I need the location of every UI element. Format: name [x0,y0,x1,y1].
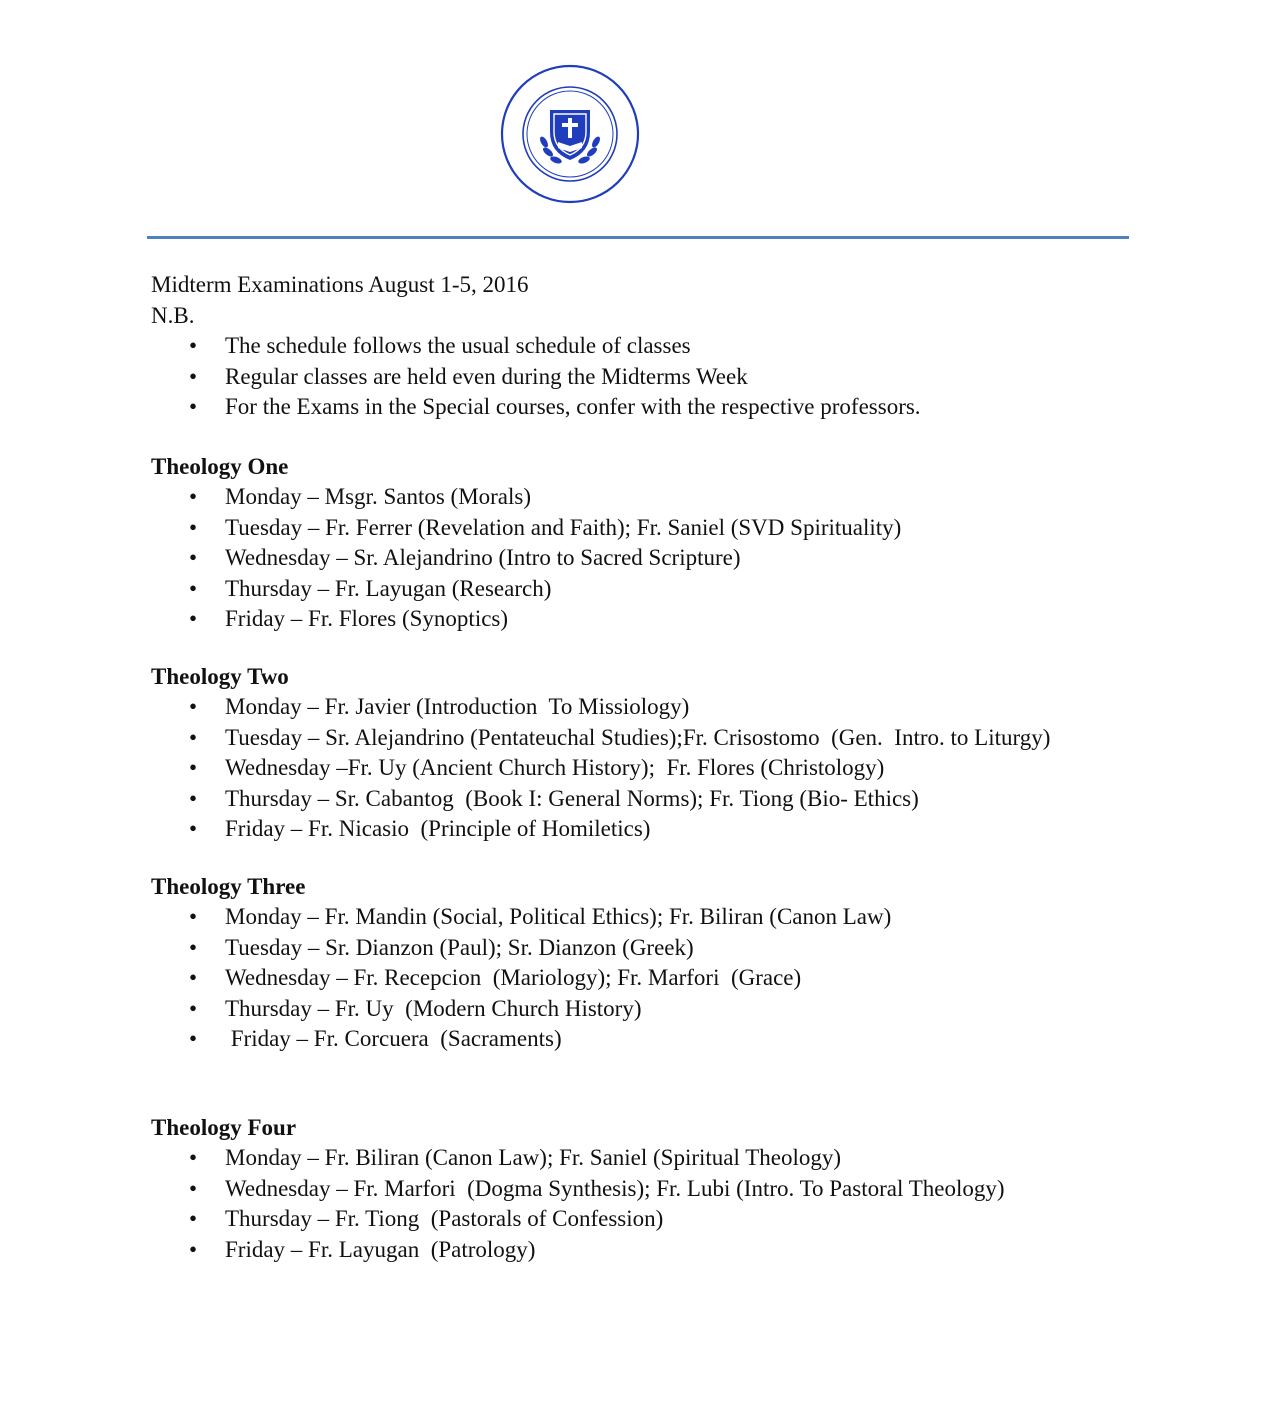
bullet-icon: • [189,995,198,1021]
list-item: • Friday – Fr. Corcuera (Sacraments) [151,1024,1111,1055]
section-heading: Theology One [151,453,289,479]
bullet-icon: • [189,694,198,719]
list-item: • Regular classes are held even during the Midterms Week [151,362,1111,393]
nb-label: N.B. [151,302,195,328]
section-theology-one [151,452,1111,635]
bullet-icon: • [189,1145,198,1170]
seminary-seal-logo [496,60,644,208]
bullet-icon: • [189,965,198,990]
list-item: • Friday – Fr. Flores (Synoptics) [151,604,1111,635]
list-item: • Monday – Fr. Javier (Introduction To Missiology) [151,692,1111,723]
list-item: • Thursday – Sr. Cabantog (Book I: General Norms); Fr. Tiong (Bio- Ethics) [151,784,1111,815]
list-item: • Thursday – Fr. Tiong (Pastorals of Confession) [151,1204,1111,1235]
list-item: • The schedule follows the usual schedule of classes [151,331,1111,362]
bullet-icon: • [189,514,198,540]
bullet-icon: • [189,333,198,358]
section-heading: Theology Three [151,873,306,899]
document-title: Midterm Examinations August 1-5, 2016 [151,272,529,297]
list-item: • Friday – Fr. Nicasio (Principle of Homiletics) [151,814,1111,845]
bullet-icon: • [189,904,198,929]
schedule-list [151,692,1111,845]
header-divider [147,236,1129,239]
notes-list [151,331,1111,423]
list-item: • Monday – Fr. Mandin (Social, Political Ethics); Fr. Biliran (Canon Law) [151,902,1111,933]
bullet-icon: • [189,1236,198,1262]
list-item: • Wednesday – Fr. Recepcion (Mariology); Fr. Marfori (Grace) [151,963,1111,994]
section-heading: Theology Four [151,1114,297,1140]
section-theology-three [151,872,1111,1055]
bullet-icon: • [189,394,198,419]
bullet-icon: • [189,724,198,750]
bullet-icon: • [189,785,198,811]
bullet-icon: • [189,755,198,780]
list-item: • Wednesday – Sr. Alejandrino (Intro to Sacred Scripture) [151,543,1111,574]
document-body [151,270,1111,1265]
bullet-icon: • [189,816,198,841]
bullet-icon: • [189,1026,198,1051]
seal-emblem-icon [496,60,644,208]
list-item: • Monday – Msgr. Santos (Morals) [151,482,1111,513]
list-item: • Tuesday – Sr. Alejandrino (Pentateuchal Studies);Fr. Crisostomo (Gen. Intro. to Liturgy) [151,723,1111,754]
list-item: • Monday – Fr. Biliran (Canon Law); Fr. Saniel (Spiritual Theology) [151,1143,1111,1174]
bullet-icon: • [189,934,198,960]
bullet-icon: • [189,363,198,389]
bullet-icon: • [189,545,198,570]
list-item: • Friday – Fr. Layugan (Patrology) [151,1235,1111,1266]
section-heading: Theology Two [151,663,289,689]
schedule-list [151,902,1111,1055]
bullet-icon: • [189,606,198,631]
section-theology-two [151,662,1111,845]
list-item: • Wednesday – Fr. Marfori (Dogma Synthesis); Fr. Lubi (Intro. To Pastoral Theology) [151,1174,1111,1205]
bullet-icon: • [189,1206,198,1231]
list-item: • Tuesday – Sr. Dianzon (Paul); Sr. Dianzon (Greek) [151,933,1111,964]
list-item: • Tuesday – Fr. Ferrer (Revelation and Faith); Fr. Saniel (SVD Spirituality) [151,513,1111,544]
schedule-list [151,482,1111,635]
list-item: • For the Exams in the Special courses, confer with the respective professors. [151,392,1111,423]
list-item: • Wednesday –Fr. Uy (Ancient Church History); Fr. Flores (Christology) [151,753,1111,784]
bullet-icon: • [189,575,198,601]
bullet-icon: • [189,1175,198,1201]
schedule-list [151,1143,1111,1265]
list-item: • Thursday – Fr. Layugan (Research) [151,574,1111,605]
list-item: • Thursday – Fr. Uy (Modern Church History) [151,994,1111,1025]
bullet-icon: • [189,484,198,509]
section-theology-four [151,1113,1111,1266]
